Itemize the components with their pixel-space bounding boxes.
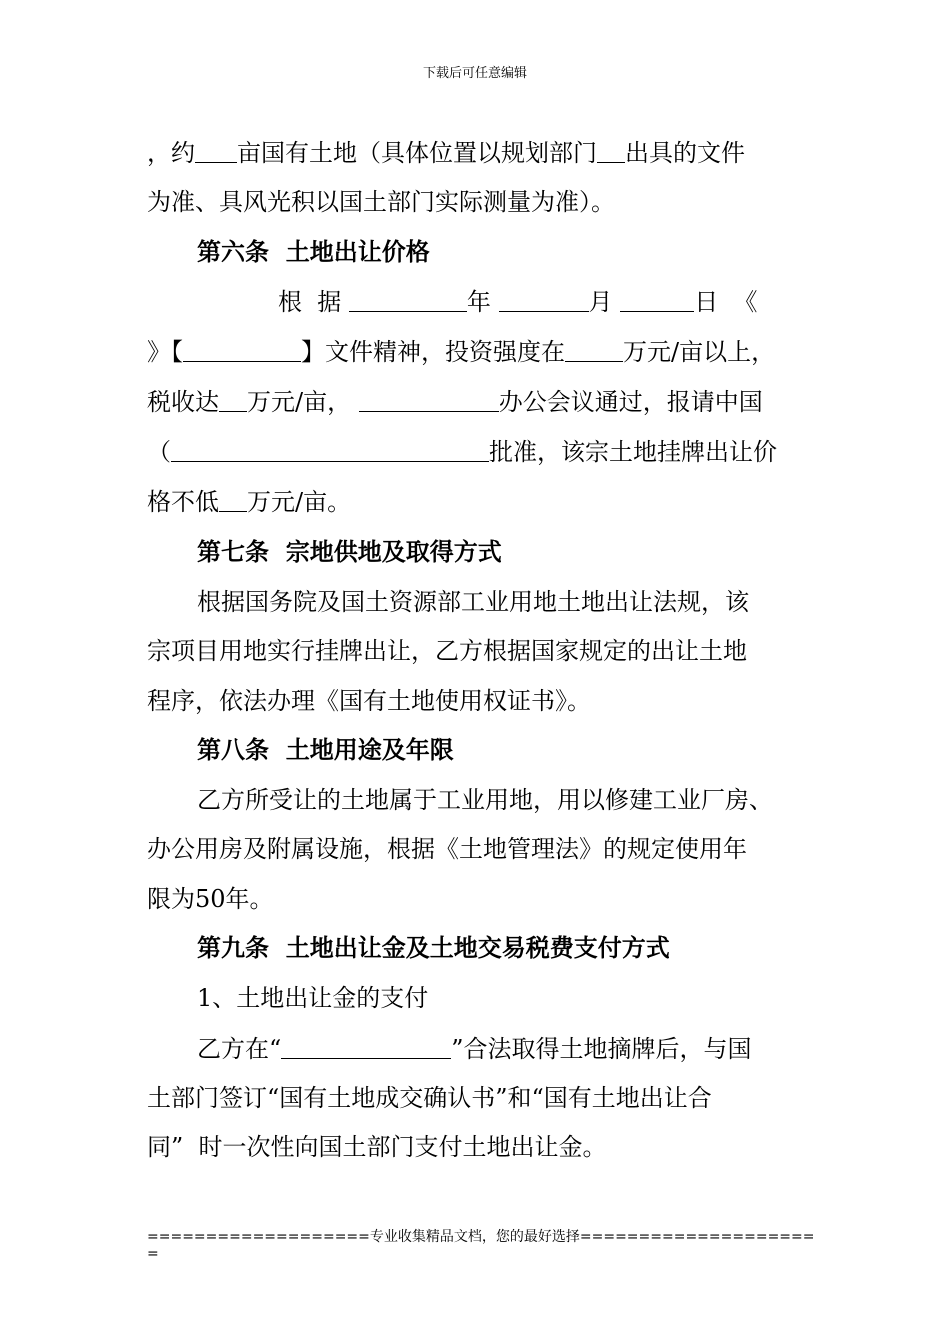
- text-segment: 批准，该宗土地挂牌出让价: [489, 438, 777, 466]
- text-segment: 月: [588, 288, 613, 316]
- text-segment: 万元/亩，: [247, 388, 352, 416]
- paragraph-line: [278, 287, 757, 317]
- text-segment: 》【: [147, 338, 183, 366]
- text-segment: 万元/亩以上，: [623, 338, 776, 366]
- article-9-heading: 第九条 土地出让金及土地交易税费支付方式: [197, 933, 670, 962]
- paragraph-line: 根据国务院及国土资源部工业用地土地出让法规，该: [197, 588, 749, 616]
- blank-field: [195, 140, 237, 163]
- text-segment: ，约: [147, 139, 195, 167]
- page-footer-tail: =: [147, 1246, 159, 1262]
- paragraph-line: 宗项目用地实行挂牌出让，乙方根据国家规定的出让土地: [147, 637, 747, 665]
- paragraph-line: 为准、具风光积以国土部门实际测量为准）。: [147, 188, 615, 216]
- text-segment: 办公会议通过，报请中国: [498, 388, 763, 416]
- paragraph-line: 土部门签订“国有土地成交确认书”和“国有土地出让合: [147, 1084, 712, 1112]
- subsection-title: 1、土地出让金的支付: [197, 984, 429, 1012]
- page-footer: ===================专业收集精品文档，您的最好选择====================: [147, 1229, 815, 1245]
- text-segment: 根 据: [278, 288, 342, 316]
- text-segment: 税收达: [147, 388, 219, 416]
- text-segment: 日 《: [694, 288, 758, 316]
- blank-field: [597, 140, 625, 163]
- paragraph-line: 同” 时一次性向国土部门支付土地出让金。: [147, 1133, 607, 1161]
- text-segment: ”合法取得土地摘牌后，与国: [451, 1035, 752, 1063]
- page-header-note: 下载后可任意编辑: [422, 66, 527, 81]
- paragraph-line: 办公用房及附属设施，根据《土地管理法》的规定使用年: [147, 835, 747, 863]
- paragraph-line: [147, 487, 351, 517]
- blank-field: [349, 289, 467, 312]
- blank-field: [183, 339, 301, 362]
- blank-field: [219, 489, 247, 512]
- text-segment: （: [147, 438, 171, 466]
- text-segment: 】文件精神，投资强度在: [301, 338, 565, 366]
- blank-field: [620, 289, 694, 312]
- text-segment: 年: [466, 288, 491, 316]
- blank-field: [219, 389, 247, 412]
- article-6-heading: 第六条 土地出让价格: [197, 237, 430, 266]
- paragraph-line: [147, 387, 763, 417]
- blank-field: [171, 439, 489, 462]
- text-segment: 乙方在“: [197, 1035, 282, 1063]
- article-7-heading: 第七条 宗地供地及取得方式: [197, 537, 502, 566]
- paragraph-line: [147, 437, 777, 467]
- text-segment: 亩国有土地（具体位置以规划部门: [237, 139, 597, 167]
- text-segment: 格不低: [147, 488, 219, 516]
- text-segment: 万元/亩。: [247, 488, 352, 516]
- paragraph-line: 乙方所受让的土地属于工业用地，用以修建工业厂房、: [197, 786, 773, 814]
- blank-field: [499, 289, 589, 312]
- text-segment: 出具的文件: [625, 139, 745, 167]
- paragraph-line: 程序，依法办理《国有土地使用权证书》。: [147, 687, 591, 715]
- paragraph-line: [147, 337, 775, 367]
- blank-field: [281, 1036, 451, 1059]
- blank-field: [359, 389, 499, 412]
- blank-field: [565, 339, 623, 362]
- paragraph-line: [197, 1034, 752, 1064]
- paragraph-line: 限为50年。: [147, 885, 274, 913]
- article-8-heading: 第八条 土地用途及年限: [197, 735, 454, 764]
- paragraph-line: [147, 138, 745, 168]
